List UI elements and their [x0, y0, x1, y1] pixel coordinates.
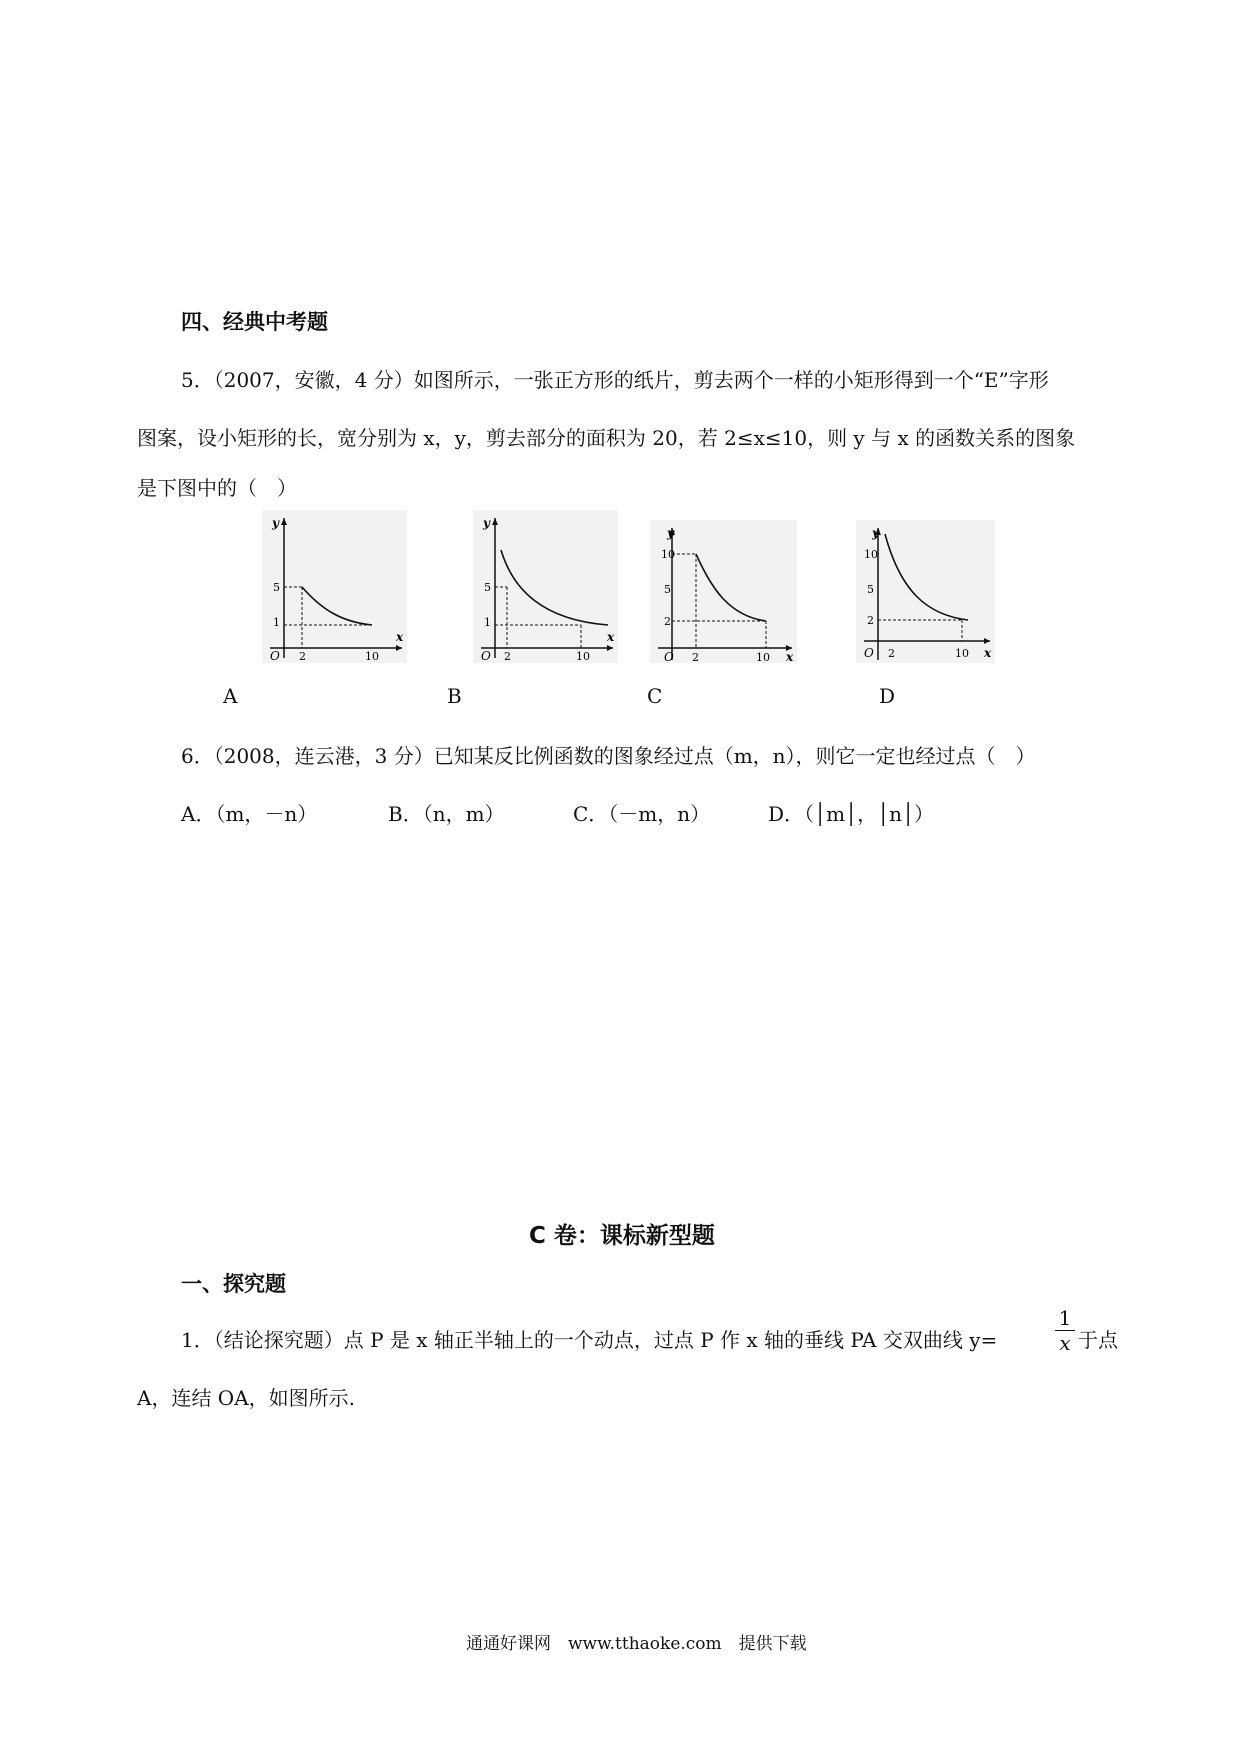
- y-axis-label: y: [483, 516, 490, 530]
- x-axis-label: x: [786, 650, 794, 663]
- option-c-label: C: [647, 684, 663, 708]
- x-axis-label: x: [984, 646, 992, 660]
- q5-line2: 图案，设小矩形的长，宽分别为 x，y，剪去部分的面积为 20，若 2≤x≤10，则 y 与 x 的函数关系的图象: [137, 426, 1076, 450]
- q5-line1: 5．（2007，安徽，4 分）如图所示，一张正方形的纸片，剪去两个一样的小矩形得到一个“E”字形: [181, 368, 1049, 392]
- x-axis-label: x: [396, 630, 404, 644]
- origin-label: O: [864, 646, 874, 660]
- q6-option-a: A．（m，－n）: [181, 802, 318, 826]
- option-d-label: D: [879, 684, 896, 708]
- q6-option-b: B．（n，m）: [388, 802, 505, 826]
- fraction-1-over-x: [1055, 1306, 1075, 1355]
- option-b-label: B: [447, 684, 462, 708]
- y-tick-2: 2: [664, 615, 671, 628]
- fraction-numerator: 1: [1058, 1306, 1072, 1330]
- section-heading: 四、经典中考题: [181, 310, 328, 334]
- y-axis-label: y: [872, 526, 879, 540]
- x-tick-2: 2: [504, 650, 511, 663]
- fraction-denominator: x: [1059, 1331, 1071, 1355]
- page-footer: 通通好课网 www.tthaoke.com 提供下载: [466, 1634, 807, 1654]
- y-tick-5: 5: [867, 583, 874, 596]
- x-tick-2: 2: [888, 647, 895, 660]
- graph-c: [650, 520, 797, 663]
- graph-a: [262, 510, 407, 663]
- x-tick-10: 10: [756, 651, 770, 663]
- c-q1-line1: 1．（结论探究题）点 P 是 x 轴正半轴上的一个动点，过点 P 作 x 轴的垂线 PA 交双曲线 y=: [181, 1328, 998, 1352]
- y-tick-5: 5: [273, 581, 280, 594]
- y-tick-10: 10: [661, 548, 675, 561]
- graph-d: [856, 520, 995, 663]
- c-q1-line1-end: 于点: [1078, 1328, 1118, 1352]
- y-tick-5: 5: [484, 581, 491, 594]
- y-tick-1: 1: [273, 616, 280, 629]
- y-tick-5: 5: [664, 583, 671, 596]
- option-a-label: A: [223, 684, 238, 708]
- q6-option-c: C．（－m，n）: [573, 802, 711, 826]
- graph-b: [473, 510, 618, 663]
- origin-label: O: [481, 649, 491, 663]
- x-tick-2: 2: [299, 650, 306, 663]
- section-c-title: C 卷：课标新型题: [529, 1223, 715, 1249]
- y-axis-label: y: [272, 516, 279, 530]
- y-tick-2: 2: [867, 614, 874, 627]
- q6-line1: 6．（2008，连云港，3 分）已知某反比例函数的图象经过点（m，n），则它一定也经过点（ ）: [181, 744, 1036, 768]
- x-tick-10: 10: [576, 650, 590, 663]
- c-q1-line2: A，连结 OA，如图所示.: [137, 1386, 355, 1410]
- x-tick-10: 10: [955, 647, 969, 660]
- section-c-heading: 一、探究题: [181, 1272, 286, 1296]
- y-axis-label: y: [667, 526, 674, 540]
- y-tick-1: 1: [484, 616, 491, 629]
- x-tick-10: 10: [365, 650, 379, 663]
- origin-label: O: [270, 649, 280, 663]
- y-tick-10: 10: [864, 548, 878, 561]
- q5-line3: 是下图中的（ ）: [137, 476, 297, 500]
- x-tick-2: 2: [692, 651, 699, 663]
- q6-option-d: D．（│m│，│n│）: [768, 802, 935, 826]
- x-axis-label: x: [607, 630, 615, 644]
- origin-label: O: [664, 650, 674, 663]
